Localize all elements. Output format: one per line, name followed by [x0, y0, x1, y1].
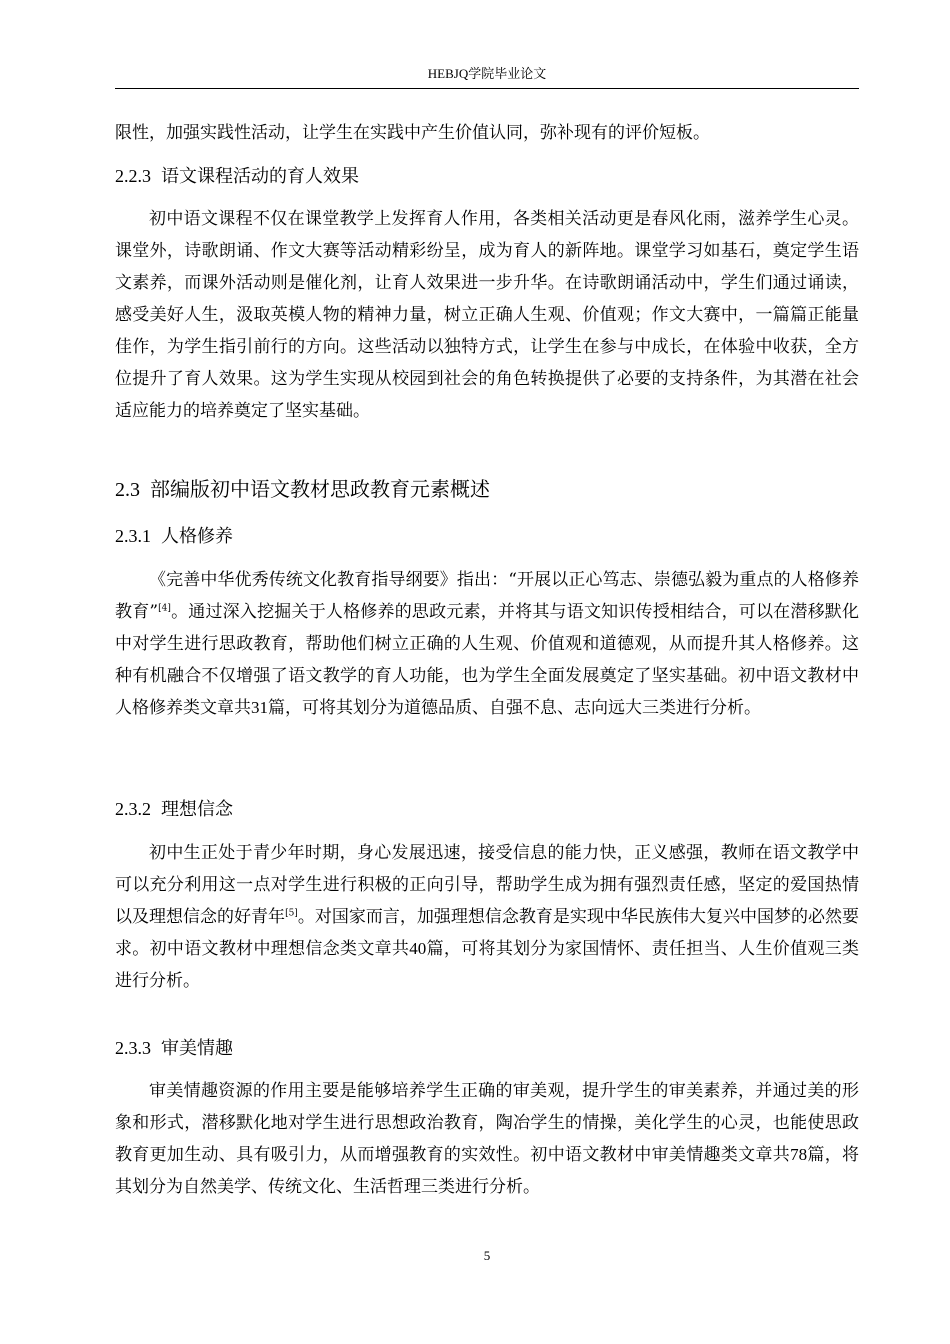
- paragraph-text: 审美情趣资源的作用主要是能够培养学生正确的审美观，提升学生的审美素养，并通过美的形象和形式，潜移默化地对学生进行思想政治教育，陶冶学生的情操，美化学生的心灵，也能使思政教育更加生动、具有吸引力，从而增强教育的实效性。初中语文教材中审美情趣类文章共: [115, 1081, 859, 1165]
- citation-marker: [4]: [158, 603, 171, 614]
- section-number: 2.3.2: [115, 799, 151, 819]
- citation-marker: [5]: [285, 908, 298, 919]
- section-title: 人格修养: [161, 526, 233, 547]
- section-title: 语文课程活动的育人效果: [161, 166, 359, 187]
- continuation-paragraph: 限性，加强实践性活动，让学生在实践中产生价值认同，弥补现有的评价短板。: [115, 123, 710, 143]
- section-heading-2-3-2: [115, 797, 859, 822]
- running-header: HEBJQ学院毕业论文: [427, 66, 547, 81]
- paragraph-text: 《完善中华优秀传统文化教育指导纲要》指出：“开展以正心笃志、崇德弘毅为重点的人格修养教育”: [115, 570, 859, 622]
- section-number: 2.2.3: [115, 166, 151, 186]
- page-number: 5: [483, 1248, 491, 1263]
- paragraph-text: 篇，可将其划分为道德品质、自强不息、志向远大三类进行分析。: [268, 698, 761, 718]
- section-heading-2-3: [115, 476, 859, 503]
- paragraph-activities: 初中语文课程不仅在课堂教学上发挥育人作用，各类相关活动更是春风化雨，滋养学生心灵。课堂外，诗歌朗诵、作文大赛等活动精彩纷呈，成为育人的新阵地。课堂学习如基石，奠定学生语文素养，而课外活动则是催化剂，让育人效果进一步升华。在诗歌朗诵活动中，学生们通过诵读，感受美好人生，汲取英模人物的精神力量，树立正确人生观、价值观；作文大赛中，一篇篇正能量佳作，为学生指引前行的方向。这些活动以独特方式，让学生在参与中成长，在体验中收获，全方位提升了育人效果。这为学生实现从校园到社会的角色转换提供了必要的支持条件，为其潜在社会适应能力的培养奠定了坚实基础。: [115, 209, 859, 421]
- article-count: 40: [409, 939, 427, 958]
- section-number: 2.3.1: [115, 526, 151, 546]
- paragraph-ideals: [115, 837, 859, 997]
- section-number: 2.3: [115, 479, 140, 501]
- article-count: 78: [790, 1145, 808, 1164]
- paragraph-text: 。通过深入挖掘关于人格修养的思政元素，并将其与语文知识传授相结合，可以在潜移默化中对学生进行思政教育，帮助他们树立正确的人生观、价值观和道德观，从而提升其人格修养。这种有机融合不仅增强了语文教学的育人功能，也为学生全面发展奠定了坚实基础。初中语文教材中人格修养类文章共: [115, 602, 859, 718]
- paragraph-text: 篇，可将其划分为家国情怀、责任担当、人生价值观三类进行分析。: [115, 939, 860, 991]
- article-count: 31: [251, 698, 268, 717]
- section-title: 部编版初中语文教材思政教育元素概述: [150, 477, 490, 501]
- paragraph-text: 初中生正处于青少年时期，身心发展迅速，接受信息的能力快，正义感强，教师在语文教学中可以充分利用这一点对学生进行积极的正向引导，帮助学生成为拥有强烈责任感，坚定的爱国热情以及理想信念的好青年: [115, 843, 859, 927]
- section-title: 理想信念: [161, 799, 233, 820]
- paragraph-text: 。对国家而言，加强理想信念教育是实现中华民族伟大复兴中国梦的必然要求。初中语文教材中理想信念类文章共: [115, 907, 860, 959]
- header-rule: [115, 88, 859, 89]
- paragraph-personality: [115, 564, 859, 724]
- paragraph-aesthetics: [115, 1075, 859, 1203]
- section-heading-2-3-3: [115, 1036, 859, 1061]
- section-heading-2-2-3: [115, 164, 859, 189]
- section-title: 审美情趣: [161, 1038, 233, 1059]
- paragraph-text: 篇，将其划分为自然美学、传统文化、生活哲理三类进行分析。: [115, 1145, 860, 1197]
- section-number: 2.3.3: [115, 1038, 151, 1058]
- section-heading-2-3-1: [115, 524, 859, 549]
